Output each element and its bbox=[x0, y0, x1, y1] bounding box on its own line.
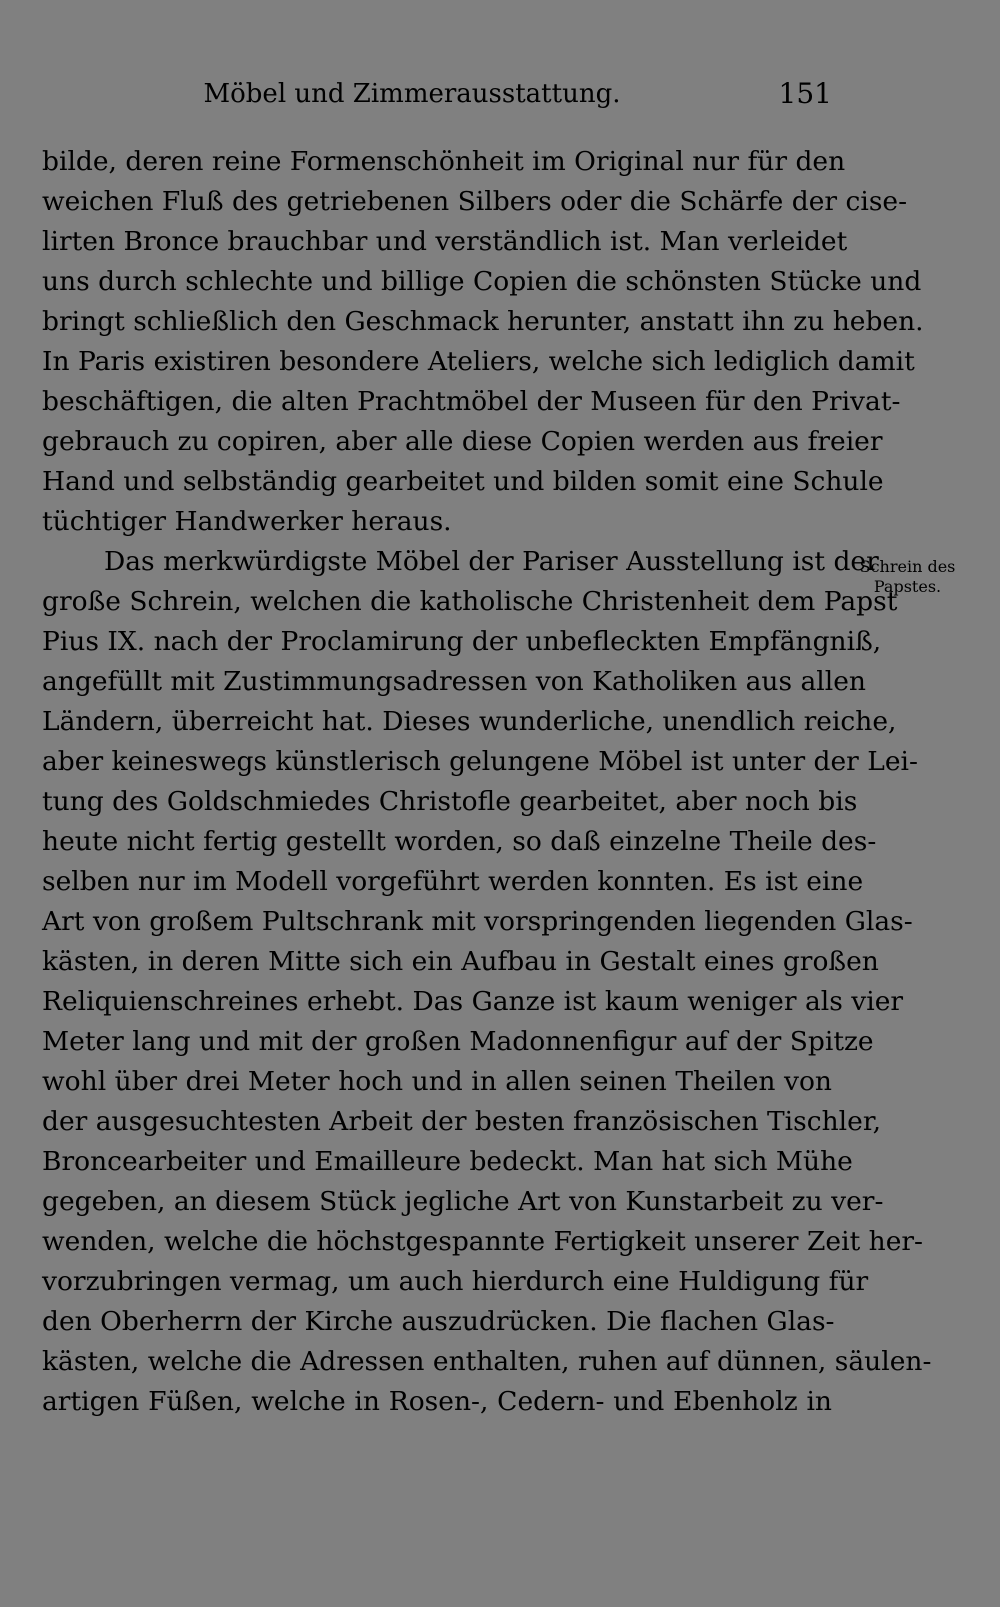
running-head bbox=[42, 74, 832, 114]
margin-note bbox=[845, 557, 970, 597]
text-line: Hand und selbständig gearbeitet und bilden somit eine Schule bbox=[42, 466, 884, 497]
text-line: selben nur im Modell vorgeführt werden konnten. Es ist eine bbox=[42, 866, 864, 897]
text-line: kästen, in deren Mitte sich ein Aufbau in Gestalt eines großen bbox=[42, 946, 879, 977]
text-line: Pius IX. nach der Proclamirung der unbefleckten Empfängniß, bbox=[42, 626, 882, 657]
text-line: tüchtiger Handwerker heraus. bbox=[42, 506, 452, 537]
text-line: artigen Füßen, welche in Rosen-, Cedern- und Ebenholz in bbox=[42, 1386, 832, 1417]
text-line: angefüllt mit Zustimmungsadressen von Katholiken aus allen bbox=[42, 666, 866, 697]
text-line: heute nicht fertig gestellt worden, so daß einzelne Theile des- bbox=[42, 826, 877, 857]
text-line: vorzubringen vermag, um auch hierdurch eine Huldigung für bbox=[42, 1266, 869, 1297]
text-line: Broncearbeiter und Emailleure bedeckt. Man hat sich Mühe bbox=[42, 1146, 853, 1177]
text-line: gebrauch zu copiren, aber alle diese Copien werden aus freier bbox=[42, 426, 883, 457]
margin-note-line: Schrein des bbox=[859, 557, 956, 576]
text-line: bringt schließlich den Geschmack herunter, anstatt ihn zu heben. bbox=[42, 306, 924, 337]
text-line: Meter lang und mit der großen Madonnenfigur auf der Spitze bbox=[42, 1026, 874, 1057]
running-head-title: Möbel und Zimmerausstattung. bbox=[203, 79, 621, 109]
text-line: weichen Fluß des getriebenen Silbers oder die Schärfe der cise- bbox=[42, 186, 908, 217]
text-line: aber keineswegs künstlerisch gelungene Möbel ist unter der Lei- bbox=[42, 746, 918, 777]
text-line: Art von großem Pultschrank mit vorspringenden liegenden Glas- bbox=[42, 906, 913, 937]
text-line: gegeben, an diesem Stück jegliche Art von Kunstarbeit zu ver- bbox=[42, 1186, 884, 1217]
text-line: große Schrein, welchen die katholische Christenheit dem Papst bbox=[42, 586, 898, 617]
page-number: 151 bbox=[778, 77, 832, 110]
text-line: bilde, deren reine Formenschönheit im Original nur für den bbox=[42, 146, 846, 177]
text-line: Das merkwürdigste Möbel der Pariser Ausstellung ist der bbox=[104, 546, 879, 577]
margin-note-line: Papstes. bbox=[873, 577, 942, 596]
text-line: den Oberherrn der Kirche auszudrücken. Die flachen Glas- bbox=[42, 1306, 835, 1337]
text-line: uns durch schlechte und billige Copien die schönsten Stücke und bbox=[42, 266, 922, 297]
text-line: In Paris existiren besondere Ateliers, welche sich lediglich damit bbox=[42, 346, 915, 377]
text-line: lirten Bronce brauchbar und verständlich ist. Man verleidet bbox=[42, 226, 848, 257]
text-line: wenden, welche die höchstgespannte Fertigkeit unserer Zeit her- bbox=[42, 1226, 924, 1257]
text-line: tung des Goldschmiedes Christofle gearbeitet, aber noch bis bbox=[42, 786, 858, 817]
text-line: beschäftigen, die alten Prachtmöbel der Museen für den Privat- bbox=[42, 386, 901, 417]
text-line: wohl über drei Meter hoch und in allen seinen Theilen von bbox=[42, 1066, 832, 1097]
text-line: kästen, welche die Adressen enthalten, ruhen auf dünnen, säulen- bbox=[42, 1346, 932, 1377]
text-line: Ländern, überreicht hat. Dieses wunderliche, unendlich reiche, bbox=[42, 706, 897, 737]
text-line: der ausgesuchtesten Arbeit der besten französischen Tischler, bbox=[42, 1106, 881, 1137]
text-line: Reliquienschreines erhebt. Das Ganze ist kaum weniger als vier bbox=[42, 986, 904, 1017]
